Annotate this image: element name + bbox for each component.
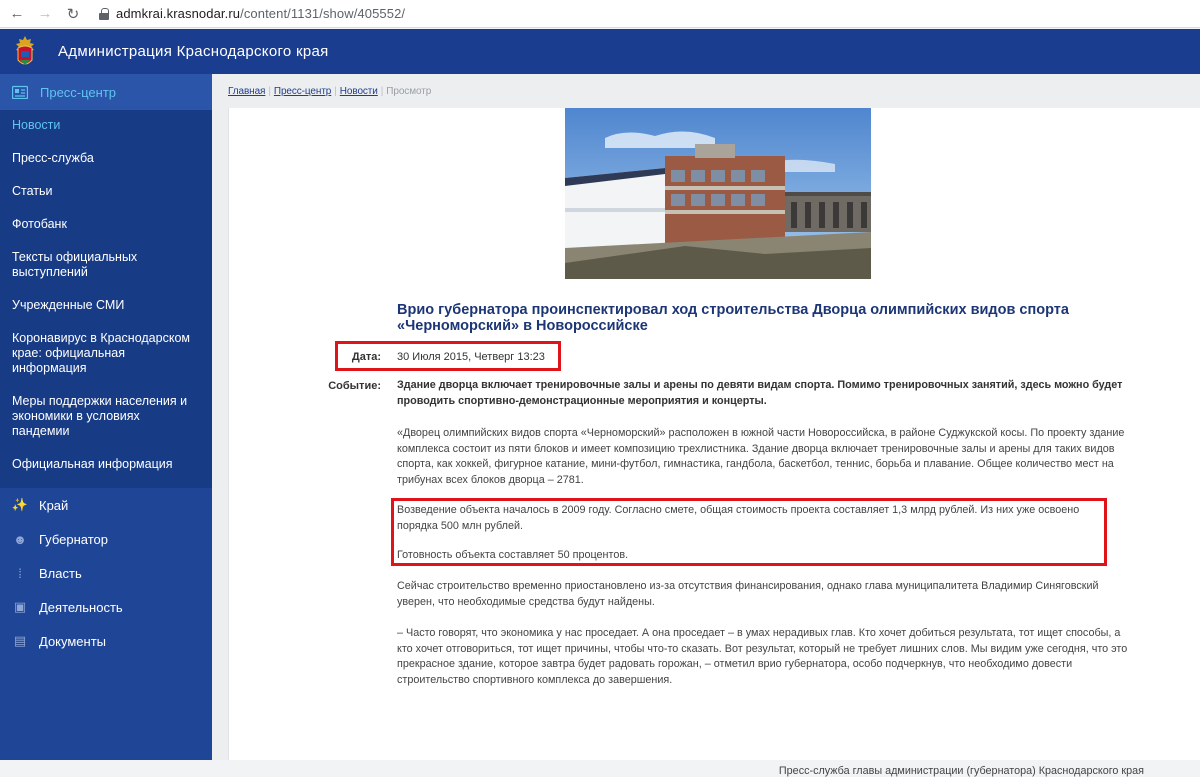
event-label: Событие: [328,380,381,392]
article-paragraph: Сейчас строительство временно приостановлено из-за отсутствия финансирования, однако глава муниципалитета Владимир Синяговский уверен, что необходимые средства будут найдены. [397,580,1099,608]
sidebar-item-news[interactable]: Новости [12,118,61,132]
article-title: Врио губернатора проинспектировал ход строительства Дворца олимпийских видов спорта «Черноморский» в Новороссийске [397,302,1069,334]
lock-icon [98,8,110,20]
sidebar-item-coronavirus[interactable]: Коронавирус в Краснодарском крае: официальная информация [12,331,190,375]
breadcrumb-press[interactable]: Пресс-центр [273,86,332,97]
sidebar-item-governor[interactable] [0,522,212,556]
sidebar-item-label: Деятельность [39,599,123,615]
coat-of-arms-icon[interactable] [10,34,40,70]
url-path: /content/1131/show/405552/ [240,6,406,21]
sidebar-item-articles[interactable]: Статьи [12,184,53,198]
main-content [212,74,1200,777]
browser-toolbar [0,0,1200,28]
article-lead: Здание дворца включает тренировочные залы и арены по девяти видам спорта. Помимо тренировочных занятий, здесь можно будет проводить спортивно-демонстрационные мероприятия и концерты. [397,379,1123,407]
sidebar-item-power[interactable] [0,556,212,590]
sidebar-section-label: Пресс-центр [40,84,117,100]
sidebar-item-label: Губернатор [39,531,108,547]
sidebar-item-documents[interactable] [0,624,212,658]
breadcrumb [228,86,431,97]
breadcrumb-home[interactable]: Главная [228,86,266,97]
article-panel [228,108,1200,777]
sidebar-item-support[interactable]: Меры поддержки населения и экономики в условиях пандемии [12,394,188,438]
date-label: Дата: [351,351,381,363]
sidebar-item-official-info[interactable]: Официальная информация [12,457,173,471]
address-bar[interactable] [98,3,405,25]
sidebar-item-krai[interactable] [0,488,212,522]
sidebar-item-activity[interactable] [0,590,212,624]
url-text[interactable] [116,6,405,21]
sidebar-item-photobank[interactable]: Фотобанк [12,217,67,231]
article-paragraph: – Часто говорят, что экономика у нас проседает. А она проседает – в умах нерадивых глав. Кто хочет добиться результата, тот ищет способы, а кто хочет отговориться, тот ищет причины, чтобы что-то сказать. Вот результат, который не требует лишних слов. Мы видим уже сегодня, что это прекрасное здание, которое завтра будет радовать горожан, – отметил врио губернатора, особо подчеркнув, что необходимо довести строительство спортивного комплекса до завершения. [397,627,1128,686]
breadcrumb-separator: | [268,86,271,97]
sidebar-submenu [0,110,212,488]
sidebar-item-speeches[interactable]: Тексты официальных выступлений [12,250,138,279]
sidebar-item-label: Власть [39,565,82,581]
article-paragraph: Возведение объекта началось в 2009 году. Согласно смете, общая стоимость проекта составляет 1,3 млрд рублей. Из них уже освоено порядка 500 млн рублей. [397,504,1080,532]
reload-icon[interactable]: ↻ [66,5,80,23]
forward-arrow-icon[interactable]: → [37,5,53,22]
article-paragraph: Готовность объекта составляет 50 процентов. [397,549,629,561]
sidebar-item-label: Край [39,497,69,513]
article-photo[interactable] [565,108,871,279]
person-icon: ☻ [13,531,27,547]
breadcrumb-separator: | [334,86,337,97]
document-icon: ▤ [13,633,27,648]
article-paragraph: «Дворец олимпийских видов спорта «Черноморский» расположен в южной части Новороссийска, в районе Суджукской косы. По проекту здание комплекса состоит из пяти блоков и имеет композицию трехлистника. Здание дворца включает тренировочные залы и арены для таких видов спорта, как хоккей, фигурное катание, мини-футбол, гимнастика, гандбола, баскетбол, теннис, борьба и плавание. Общее количество мест на трибунах всех блоков дворца – 2781. [397,427,1125,486]
sidebar-item-press-service[interactable]: Пресс-служба [12,151,94,165]
back-arrow-icon[interactable]: ← [9,5,25,22]
breadcrumb-current: Просмотр [386,86,432,97]
sidebar-item-media[interactable]: Учрежденные СМИ [12,298,125,312]
site-header [0,29,1200,74]
breadcrumb-separator: | [380,86,384,97]
sidebar-item-label: Документы [39,633,107,649]
map-icon: ✨ [11,497,29,512]
press-center-icon [12,85,28,99]
sidebar-section-press-center[interactable] [0,74,212,110]
date-value: 30 Июля 2015, Четверг 13:23 [397,351,545,363]
url-host: admkrai.krasnodar.ru [116,6,241,21]
monitor-icon: ▣ [13,599,27,614]
article-signature: Пресс-служба главы администрации (губернатора) Краснодарского края [778,765,1144,777]
breadcrumb-news[interactable]: Новости [339,86,378,97]
site-title[interactable]: Администрация Краснодарского края [58,43,329,60]
thermometer-icon: ⁞ [18,565,22,581]
sidebar [0,74,212,760]
